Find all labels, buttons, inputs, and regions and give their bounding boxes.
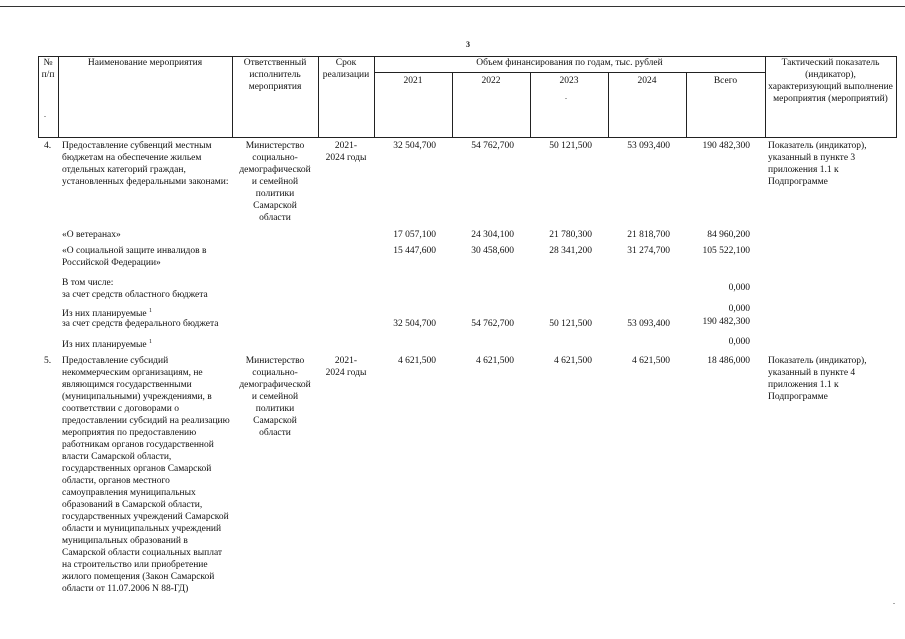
row5-val-2022: 4 621,500 [476, 356, 514, 366]
header-year-2021: 2021 [403, 76, 423, 86]
row4-federal-2022: 54 762,700 [471, 319, 514, 329]
row4-federal-2024: 53 093,400 [627, 319, 670, 329]
header-indicator: Тактический показатель (индикатор), характеризующий выполнение мероприятия (мероприятий) [768, 58, 893, 104]
header-name: Наименование мероприятия [87, 58, 203, 68]
row4-planned1-total: 0,000 [728, 304, 750, 314]
row4-planned1-label: Из них планируемые $^1$ [62, 308, 152, 320]
header-responsible: Ответственный исполнитель мероприятия [243, 58, 307, 92]
row5-num: 5. [44, 356, 52, 366]
row4-disabled-2024: 31 274,700 [627, 246, 670, 256]
scan-speck: . [565, 92, 567, 101]
row5-responsible: Министерство социально- демографической и семейной политики Самарской области [239, 356, 311, 438]
header-bottom-line [38, 137, 897, 138]
row4-incl-total: 0,000 [728, 283, 750, 293]
row4-val-total: 190 482,300 [702, 141, 750, 151]
header-num: № п/п [41, 58, 55, 80]
row4-federal-total: 190 482,300 [702, 317, 750, 327]
header-term: Срок реализации [322, 58, 370, 80]
row4-disabled-label: «О социальной защите инвалидов в Российской Федерации» [62, 246, 207, 268]
row4-responsible: Министерство социально- демографической и семейной политики Самарской области [239, 141, 311, 223]
years-divider-line [374, 72, 765, 73]
header-year-2022: 2022 [481, 76, 501, 86]
row5-val-2024: 4 621,500 [632, 356, 670, 366]
row4-veterans-label: «О ветеранах» [62, 230, 121, 240]
row4-incl-label: В том числе: за счет средств областного бюджета [62, 278, 208, 300]
row5-val-2021: 4 621,500 [398, 356, 436, 366]
row4-term: 2021- 2024 годы [325, 141, 367, 163]
scan-speck: . [893, 597, 895, 606]
row4-num: 4. [44, 141, 52, 151]
row4-veterans-2023: 21 780,300 [549, 230, 592, 240]
header-year-2024: 2024 [637, 76, 657, 86]
row4-val-2022: 54 762,700 [471, 141, 514, 151]
row5-val-2023: 4 621,500 [554, 356, 592, 366]
page-number: 3 [466, 40, 470, 49]
row4-val-2024: 53 093,400 [627, 141, 670, 151]
top-rule [0, 6, 905, 7]
row4-val-2021: 32 504,700 [393, 141, 436, 151]
row4-veterans-total: 84 960,200 [707, 230, 750, 240]
row4-federal-label: за счет средств федерального бюджета [62, 319, 219, 329]
row4-disabled-2021: 15 447,600 [393, 246, 436, 256]
row5-indicator: Показатель (индикатор), указанный в пункте 4 приложения 1.1 к Подпрограмме [768, 356, 867, 402]
row4-planned2-total: 0,000 [728, 337, 750, 347]
row4-name: Предоставление субвенций местным бюджетам на обеспечение жильем отдельных категорий граждан, установленных федеральными законами: [62, 141, 229, 187]
row4-indicator: Показатель (индикатор), указанный в пункте 3 приложения 1.1 к Подпрограмме [768, 141, 867, 187]
row4-disabled-2022: 30 458,600 [471, 246, 514, 256]
row4-veterans-2021: 17 057,100 [393, 230, 436, 240]
header-year-2023: 2023 [559, 76, 579, 86]
row4-federal-2023: 50 121,500 [549, 319, 592, 329]
row5-val-total: 18 486,000 [707, 356, 750, 366]
header-total: Всего [713, 76, 738, 86]
scan-speck: . [44, 110, 46, 119]
row4-planned2-label: Из них планируемые $^1$ [62, 339, 152, 351]
row4-disabled-total: 105 522,100 [702, 246, 750, 256]
col-line-10 [896, 56, 897, 137]
row4-veterans-2024: 21 818,700 [627, 230, 670, 240]
header-financing: Объем финансирования по годам, тыс. рублей [476, 58, 663, 68]
row5-term: 2021- 2024 годы [325, 356, 367, 378]
row4-disabled-2023: 28 341,200 [549, 246, 592, 256]
row5-name: Предоставление субсидий некоммерческим организациям, не являющимся государственными (муниципальными) учреждениями, в соответствии с договорами о предоставлении субсидий на реализацию мероприятия по предоставлению работникам органов государственной власти Самарской области, государственных органов Самарской области, органов местного самоуправления муниципальных образований в Самарской области, государственных учреждений Самарской области и муниципальных учреждений муниципальных образований в Самарской области социальных выплат на строительство или приобретение жилого помещения (Закон Самарской области от 11.07.2006 N 88-ГД) [62, 356, 230, 594]
row4-val-2023: 50 121,500 [549, 141, 592, 151]
row4-federal-2021: 32 504,700 [393, 319, 436, 329]
row4-veterans-2022: 24 304,100 [471, 230, 514, 240]
